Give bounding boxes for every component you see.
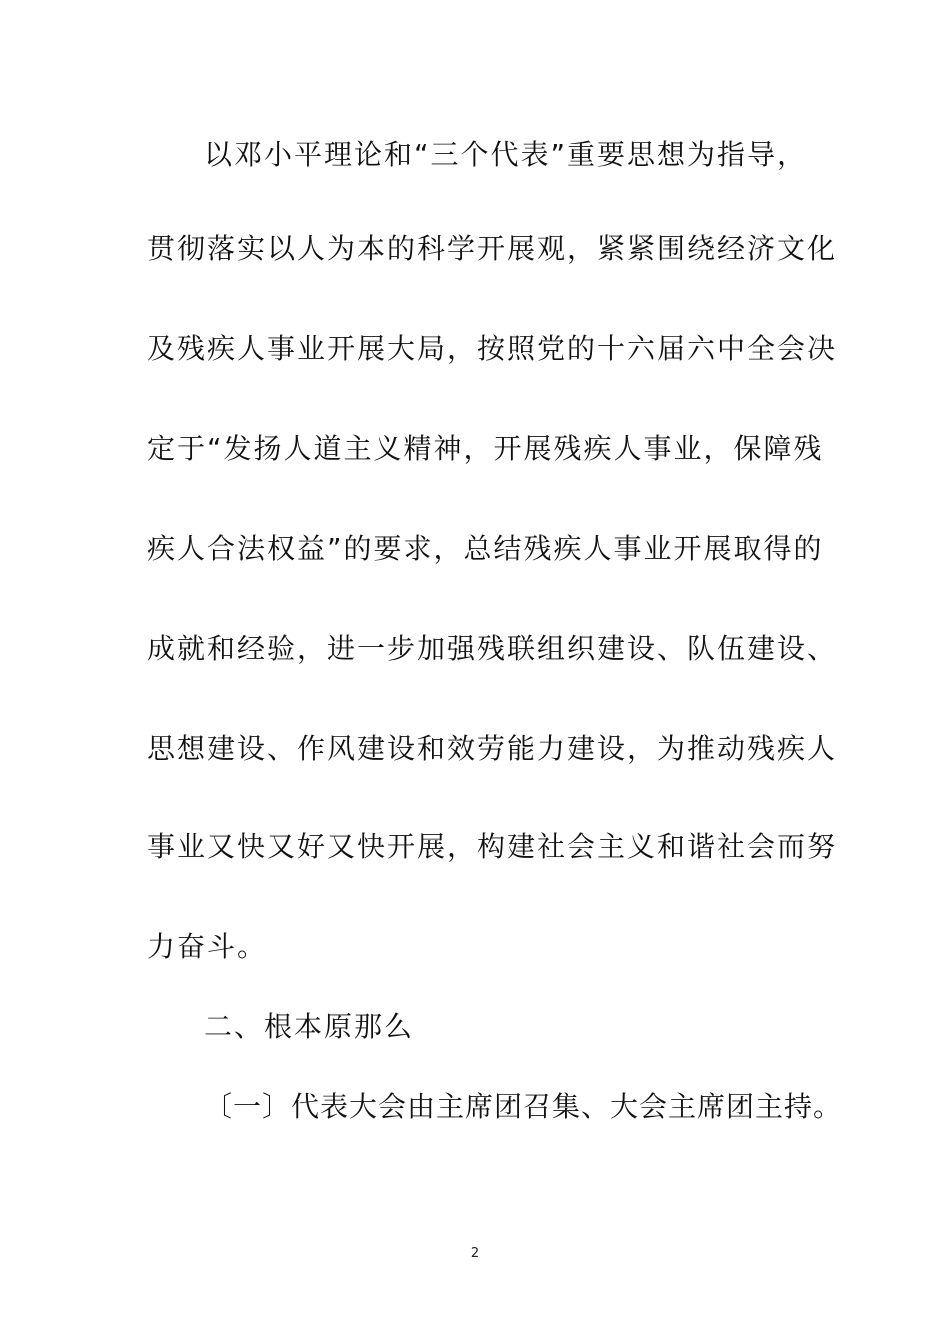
- paragraph-line-6: 成就和经验，进一步加强残联组织建设、队伍建设、: [147, 632, 838, 665]
- paragraph-line-9: 力奋斗。: [147, 930, 268, 963]
- paragraph-line-8: 事业又快又好又快开展，构建社会主义和谐社会而努: [147, 830, 838, 863]
- paragraph-line-1: 以邓小平理论和“三个代表”重要思想为指导，: [204, 138, 808, 171]
- section-heading: 二、根本原那么: [204, 1010, 415, 1043]
- paragraph-line-7: 思想建设、作风建设和效劳能力建设，为推动残疾人: [147, 732, 838, 765]
- paragraph-line-4: 定于“发扬人道主义精神，开展残疾人事业，保障残: [147, 432, 824, 465]
- paragraph-line-5: 疾人合法权益”的要求，总结残疾人事业开展取得的: [147, 532, 824, 565]
- clause-1: 〔一〕代表大会由主席团召集、大会主席团主持。: [204, 1090, 843, 1123]
- page-number: 2: [470, 1246, 480, 1261]
- paragraph-line-3: 及残疾人事业开展大局，按照党的十六届六中全会决: [147, 332, 838, 365]
- paragraph-line-2: 贯彻落实以人为本的科学开展观，紧紧围绕经济文化: [147, 232, 838, 265]
